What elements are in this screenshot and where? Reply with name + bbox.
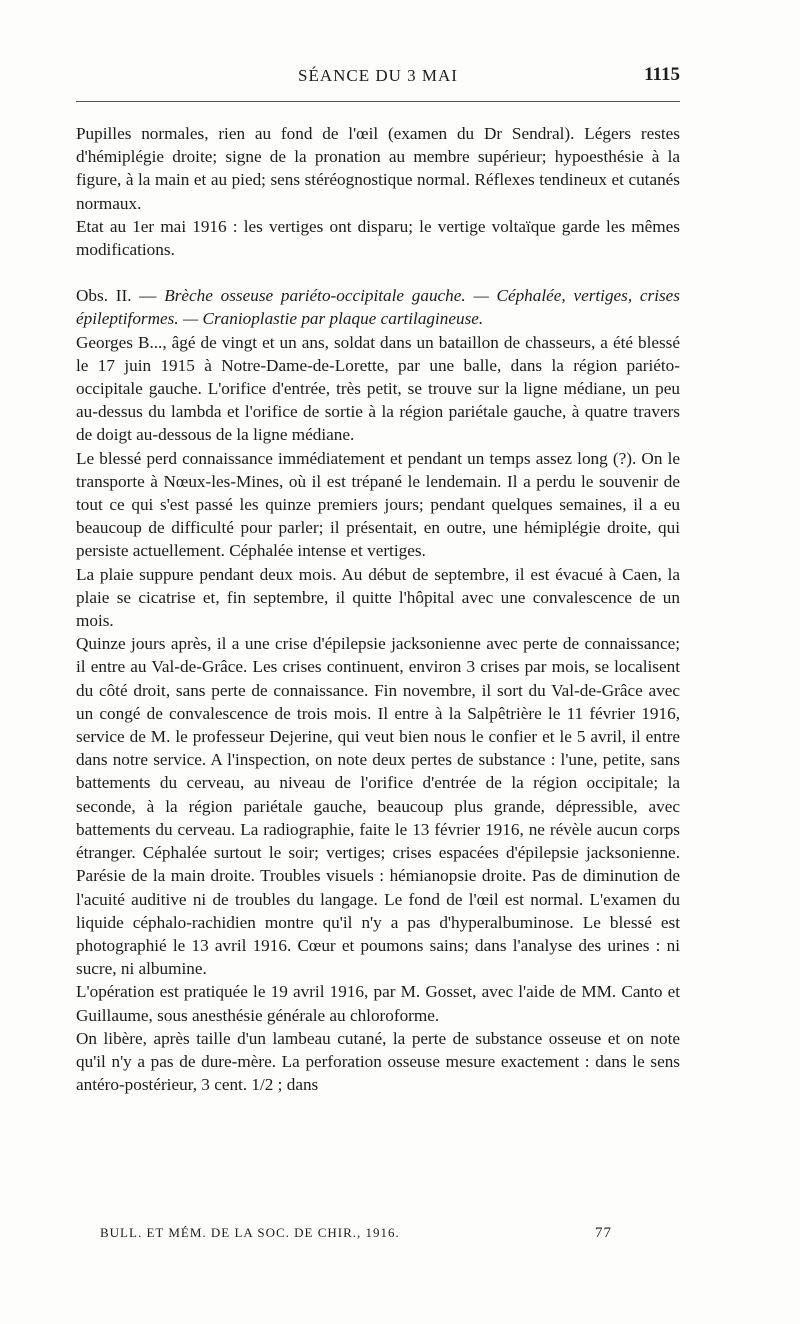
paragraph: La plaie suppure pendant deux mois. Au début de septembre, il est évacué à Caen, la plaie se cicatrise et, fin septembre, il quitte l'hôpital avec une convalescence de un mois. [76, 564, 680, 631]
footer-journal: BULL. ET MÉM. DE LA SOC. DE CHIR., 1916. [100, 1225, 400, 1240]
paragraph: Quinze jours après, il a une crise d'épilepsie jacksonienne avec perte de connaissance; il entre au Val-de-Grâce. Les crises continuent, environ 3 crises par mois, se localisent du côté droit, sans perte de connaissance. Fin novembre, il sort du Val-de-Grâce avec un congé de convalescence de trois mois. Il entre à la Salpêtrière le 11 février 1916, service de M. le professeur Dejerine, qui veut bien nous le confier et le 5 avril, il entre dans notre service. A l'inspection, on note deux pertes de substance : l'une, petite, sans battements du cerveau, au niveau de l'orifice d'entrée de la région occipitale; la seconde, à la région pariétale gauche, beaucoup plus grande, dépressible, avec battements du cerveau. La radiographie, faite le 13 février 1916, ne révèle aucun corps étranger. Céphalée surtout le soir; vertiges; crises espacées d'épilepsie jacksonienne. Parésie de la main droite. Troubles visuels : hémianopsie droite. Pas de diminution de l'acuité auditive ni de troubles du langage. Le fond de l'œil est normal. L'examen du liquide céphalo-rachidien montre qu'il n'y a pas d'hyperalbuminose. Le blessé est photographié le 13 avril 1916. Cœur et poumons sains; dans l'analyse des urines : ni sucre, ni albumine. [76, 634, 680, 979]
obs-heading [76, 284, 680, 330]
running-head: SÉANCE DU 3 MAI [298, 66, 458, 85]
body-text [76, 122, 680, 1096]
obs-label: Obs. II. — [76, 286, 157, 306]
footer-signature: 77 [595, 1225, 612, 1241]
page-footer [100, 1225, 612, 1247]
page-number: 1115 [644, 64, 680, 85]
header-rule [76, 101, 680, 102]
paragraph: Georges B..., âgé de vingt et un ans, soldat dans un bataillon de chasseurs, a été blessé le 17 juin 1915 à Notre-Dame-de-Lorette, par une balle, dans la région pariéto-occipitale gauche. L'orifice d'entrée, très petit, se trouve sur la ligne médiane, un peu au-dessus du lambda et l'orifice de sortie à la région pariétale gauche, à quatre travers de doigt au-dessous de la ligne médiane. [76, 332, 680, 445]
paragraph: Le blessé perd connaissance immédiatement et pendant un temps assez long (?). On le transporte à Nœux-les-Mines, où il est trépané le lendemain. Il a perdu le souvenir de tout ce qui s'est passé les quinze premiers jours; pendant quelques semaines, il a eu beaucoup de difficulté pour parler; il présentait, en outre, une hémiplégie droite, qui persiste actuellement. Céphalée intense et vertiges. [76, 448, 680, 561]
page-header [76, 60, 680, 94]
paragraph: Etat au 1er mai 1916 : les vertiges ont disparu; le vertige voltaïque garde les mêmes modifications. [76, 216, 680, 260]
paragraph: Pupilles normales, rien au fond de l'œil (examen du Dr Sendral). Légers restes d'hémiplégie droite; signe de la pronation au membre supérieur; hypoesthésie à la figure, à la main et au pied; sens stéréognostique normal. Réflexes tendineux et cutanés normaux. [76, 124, 680, 213]
paragraph: L'opération est pratiquée le 19 avril 1916, par M. Gosset, avec l'aide de MM. Canto et Guillaume, sous anesthésie générale au chloroforme. [76, 982, 680, 1025]
paragraph: On libère, après taille d'un lambeau cutané, la perte de substance osseuse et on note qu'il n'y a pas de dure-mère. La perforation osseuse mesure exactement : dans le sens antéro-postérieur, 3 cent. 1/2 ; dans [76, 1028, 680, 1095]
obs-title: Brèche osseuse pariéto-occipitale gauche. — Céphalée, vertiges, crises épileptiformes. — Cranioplastie par plaque cartilagineuse. [76, 286, 681, 329]
